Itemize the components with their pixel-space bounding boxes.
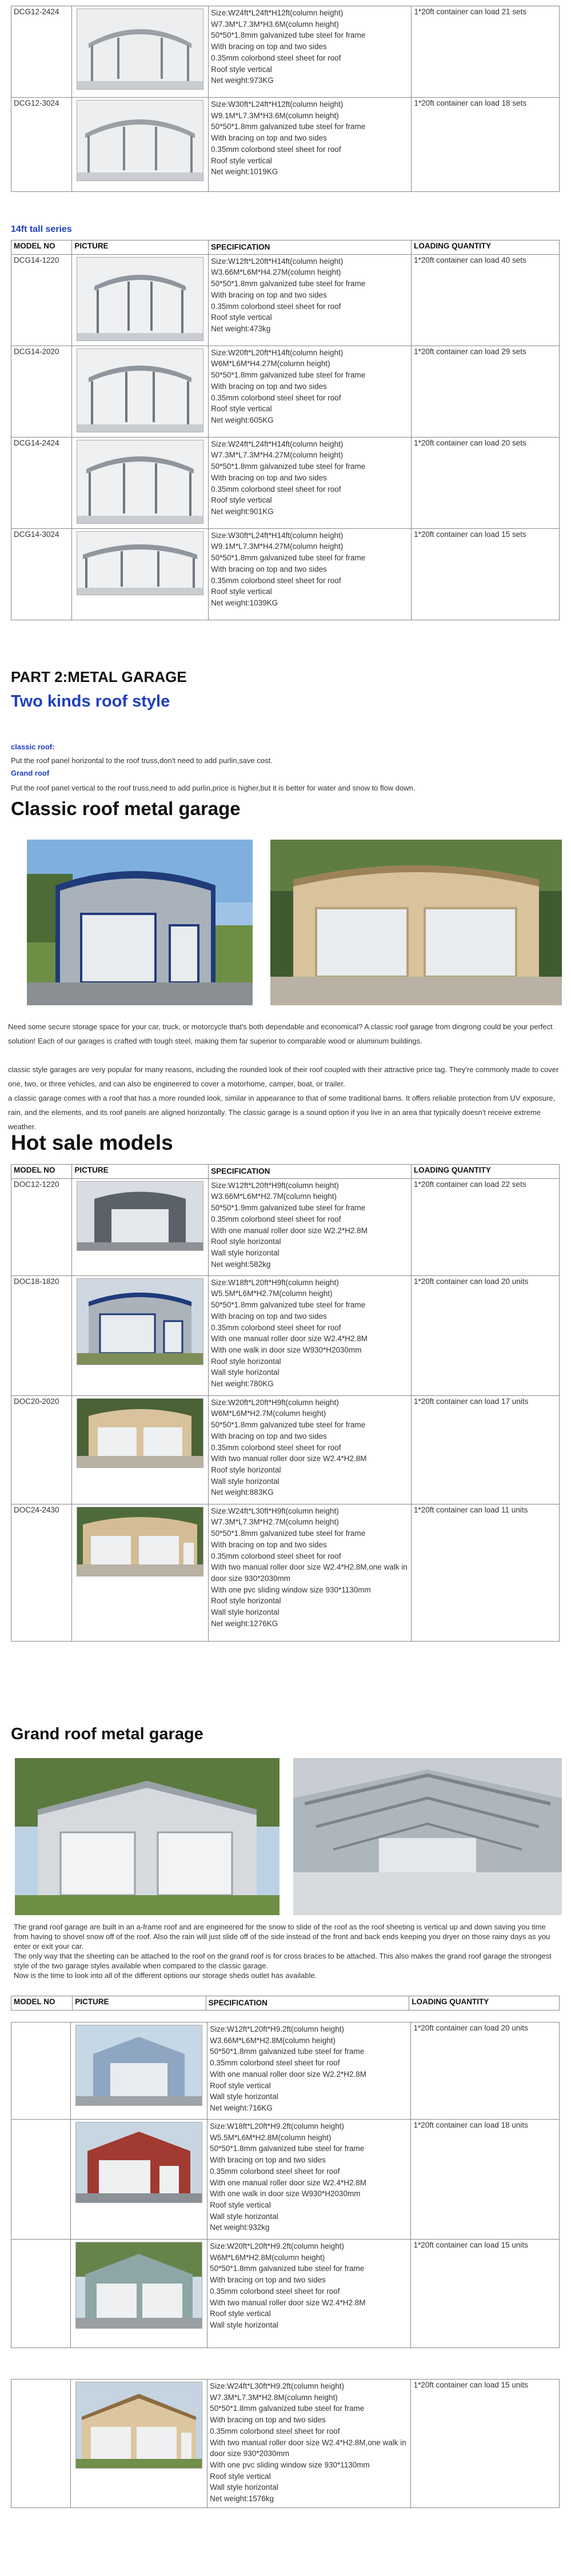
spec-line: 0.35mm colorbond steel sheet for roof (210, 2286, 340, 2296)
spec-line: W7.3M*L7.3M*H4.27M(column height) (211, 451, 344, 460)
spec-line: With bracing on top and two sides (211, 382, 327, 391)
specification-cell (207, 2023, 411, 2120)
column-header: PICTURE (73, 1996, 206, 2011)
table-row (11, 1504, 560, 1641)
spec-line: With bracing on top and two sides (211, 290, 327, 299)
specification-cell (209, 98, 412, 192)
garage-photo (75, 2025, 202, 2106)
garage-photo (77, 1507, 203, 1576)
spec-line: Net weight:780KG (211, 1379, 274, 1389)
spec-line: With bracing on top and two sides (211, 42, 327, 51)
spec-line: Roof style horizontal (211, 1596, 281, 1606)
spec-line: W5.5M*L6M*H2.8M(column height) (210, 2133, 332, 2142)
spec-line: Wall style horizontal (210, 2092, 278, 2101)
spec-line: With bracing on top and two sides (211, 1311, 327, 1321)
classic-paragraph-1: Need some secure storage space for your car, truck, or motorcycle that's both dependable and economical? A classic roof garage from dingrong could be your perfect solution! Each of our garages is crafted with tough steel, making them far superior to comparable wood or aluminum buildings. (8, 1022, 553, 1045)
spec-line: 0.35mm colorbond steel sheet for roof (211, 302, 341, 311)
spec-line: Wall style horizontal (211, 1608, 279, 1617)
spec-line: W5.5M*L6M*H2.7M(column height) (211, 1289, 333, 1298)
spec-line: Net weight:973KG (211, 76, 274, 85)
spec-line: Wall style horizontal (211, 1248, 279, 1257)
specification-cell (209, 1504, 412, 1641)
grand-section-title: Grand roof metal garage (11, 1725, 203, 1743)
table-row (11, 2120, 560, 2240)
loading-quantity: 1*20ft container can load 21 sets (412, 6, 560, 98)
spec-line: W3.66M*L6M*H2.7M(column height) (211, 1192, 337, 1201)
model-no: DOC20-2020 (11, 1395, 72, 1504)
classic-paragraph-3: a classic garage comes with a roof that has a more rounded look, similar in appearance to that of some traditional barns. It offers reliable protection from UV exposure, rain, and the elements, and its roof panels are aligned horizontally. The classic garage is a sound option if you live in an area that typically doesn't receive extreme weather. (8, 1094, 556, 1131)
spec-line: With one pvc sliding window size 930*1130mm (210, 2460, 370, 2469)
loading-quantity: 1*20ft container can load 15 units (411, 2380, 560, 2508)
spec-line: Roof style vertical (211, 65, 272, 74)
specification-cell (207, 2380, 411, 2508)
picture-cell (71, 2380, 207, 2508)
column-header: LOADING QUANTITY (411, 1165, 559, 1179)
loading-quantity: 1*20ft container can load 15 units (411, 2240, 560, 2348)
loading-quantity: 1*20ft container can load 18 units (411, 2120, 560, 2240)
spec-line: Net weight:932kg (210, 2223, 270, 2232)
spec-line: 0.35mm colorbond steel sheet for roof (211, 53, 341, 62)
loading-quantity: 1*20ft container can load 15 sets (412, 528, 560, 620)
spec-line: Wall style horizontal (210, 2320, 278, 2329)
model-no (11, 2023, 71, 2120)
spec-line: With one walk in door size W930*H2030mm (211, 1345, 362, 1354)
spec-line: Net weight:1019KG (211, 167, 278, 176)
spec-line: 0.35mm colorbond steel sheet for roof (211, 145, 341, 154)
spec-line: W6M*L6M*H2.8M(column height) (210, 2253, 325, 2262)
spec-line: Roof style vertical (211, 156, 272, 165)
spec-line: W6M*L6M*H2.7M(column height) (211, 1409, 326, 1418)
carport-photo (77, 348, 203, 432)
table-row (11, 1178, 560, 1275)
spec-line: 0.35mm colorbond steel sheet for roof (211, 1323, 341, 1332)
spec-line: 50*50*1.8mm galvanized tube steel for frame (211, 1421, 366, 1430)
column-header: MODEL NO (11, 240, 72, 255)
model-no: DCG12-2424 (11, 6, 72, 98)
model-no (11, 2380, 71, 2508)
spec-line: With two manual roller door size W2.4*H2.8M,one walk in door size 930*2030mm (210, 2438, 406, 2458)
picture-cell (71, 2023, 207, 2120)
part2-title: PART 2:METAL GARAGE (11, 668, 187, 685)
spec-line: Size:W24ft*L30ft*H9ft(column height) (211, 1506, 339, 1515)
model-no: DCG14-1220 (11, 254, 72, 346)
spec-line: Roof style horizontal (211, 1357, 281, 1366)
spec-line: Size:W20ft*L20ft*H9.2ft(column height) (210, 2242, 345, 2250)
spec-line: With two manual roller door size W2.4*H2.8M,one walk in door size 930*2030mm (211, 1563, 408, 1583)
grand-roof-text: Put the roof panel vertical to the roof truss,need to add purlin,price is higher,but it is better for water and snow to flow down. (11, 784, 416, 792)
spec-line: Size:W20ft*L20ft*H9ft(column height) (211, 1398, 339, 1407)
picture-cell (71, 2120, 207, 2240)
spec-line: Net weight:473kg (211, 324, 271, 333)
classic-roof-label: classic roof: (11, 743, 55, 751)
spec-line: Size:W24ft*L24ft*H12ft(column height) (211, 9, 344, 17)
spec-line: Size:W12ft*L20ft*H9ft(column height) (211, 1181, 339, 1190)
carport-photo (77, 100, 203, 181)
garage-photo (77, 1398, 203, 1468)
model-no: DOC18-1820 (11, 1275, 72, 1395)
picture-cell (72, 6, 209, 98)
spec-line: Net weight:1276KG (211, 1619, 278, 1628)
loading-quantity: 1*20ft container can load 18 sets (412, 98, 560, 192)
spec-line: Size:W18ft*L20ft*H9ft(column height) (211, 1278, 339, 1287)
spec-line: Net weight:901KG (211, 507, 274, 516)
spec-line: 0.35mm colorbond steel sheet for roof (210, 2426, 340, 2435)
grand-paragraph-2: The only way that the sheeting can be attached to the roof on the grand roof is for cross braces to be attached. This also makes the grand roof garage the strongest style of the two garage styles available when compared to the classic garage. (14, 1952, 552, 1970)
spec-line: 0.35mm colorbond steel sheet for roof (210, 2166, 340, 2176)
spec-line: Net weight:883KG (211, 1488, 274, 1497)
spec-line: Size:W30ft*L24ft*H12ft(column height) (211, 100, 344, 109)
spec-line: W7.3M*L7.3M*H3.6M(column height) (211, 19, 339, 29)
spec-line: Wall style horizontal (211, 1368, 279, 1377)
picture-cell (72, 1178, 209, 1275)
picture-cell (72, 346, 209, 437)
picture-cell (72, 98, 209, 192)
spec-line: With bracing on top and two sides (211, 1431, 327, 1441)
specification-cell (209, 1275, 412, 1395)
spec-line: Net weight:716KG (210, 2103, 273, 2112)
model-no: DCG14-2424 (11, 437, 72, 528)
part2-subtitle: Two kinds roof style (11, 692, 170, 711)
spec-line: 0.35mm colorbond steel sheet for roof (211, 1443, 341, 1452)
top-spec-table (11, 6, 560, 192)
spec-line: With two manual roller door size W2.4*H2.8M (211, 1454, 367, 1463)
spec-line: Size:W18ft*L20ft*H9.2ft(column height) (210, 2122, 345, 2130)
carport-photo (77, 9, 203, 90)
spec-line: W9.1M*L7.3M*H3.6M(column height) (211, 111, 339, 120)
spec-line: W7.3M*L7.3M*H2.8M(column height) (210, 2393, 338, 2402)
spec-line: Net weight:1576kg (210, 2494, 274, 2503)
picture-cell (72, 437, 209, 528)
spec-line: 50*50*1.8mm galvanized tube steel for frame (211, 553, 366, 563)
garage-photo (75, 2242, 202, 2329)
spec-line: Wall style horizontal (210, 2483, 278, 2492)
spec-line: Wall style horizontal (210, 2212, 278, 2221)
model-no: DCG14-3024 (11, 528, 72, 620)
spec-line: 50*50*1.8mm galvanized tube steel for frame (211, 1529, 366, 1538)
grand-spec-table (11, 2022, 560, 2348)
garage-photo (75, 2382, 202, 2469)
spec-line: With one manual roller door size W2.4*H2.8M (210, 2178, 367, 2187)
grand-spec-table-2 (11, 2379, 560, 2508)
spec-line: W9.1M*L7.3M*H4.27M(column height) (211, 542, 344, 551)
loading-quantity: 1*20ft container can load 17 units (411, 1395, 559, 1504)
spec-line: 50*50*1.9mm galvanized tube steel for frame (211, 1203, 366, 1213)
spec-line: With bracing on top and two sides (210, 2276, 326, 2285)
spec-line: 50*50*1.8mm galvanized tube steel for frame (210, 2144, 365, 2153)
spec-line: Roof style vertical (210, 2081, 271, 2090)
specification-cell (209, 6, 412, 98)
table-row (11, 2023, 560, 2120)
loading-quantity: 1*20ft container can load 20 units (411, 1275, 559, 1395)
table-row (11, 1275, 560, 1395)
picture-cell (72, 1395, 209, 1504)
loading-quantity: 1*20ft container can load 20 sets (412, 437, 560, 528)
model-no (11, 2240, 71, 2348)
loading-quantity: 1*20ft container can load 40 sets (412, 254, 560, 346)
picture-cell (72, 1275, 209, 1395)
spec-line: With bracing on top and two sides (211, 473, 327, 482)
table-row (11, 98, 560, 192)
spec-line: 50*50*1.8mm galvanized tube steel for frame (211, 1301, 366, 1310)
spec-line: Size:W24ft*L24ft*H14ft(column height) (211, 439, 344, 448)
garage-photo (77, 1278, 203, 1365)
model-no: DCG14-2020 (11, 346, 72, 437)
table-row (11, 2240, 560, 2348)
spec-line: Net weight:1039KG (211, 598, 278, 607)
spec-line: W3.66M*L6M*H2.8M(column height) (210, 2036, 336, 2045)
spec-line: Roof style horizontal (211, 1465, 281, 1474)
column-header: MODEL NO (11, 1996, 73, 2011)
column-header: PICTURE (72, 240, 209, 255)
specification-cell (209, 528, 412, 620)
spec-line: Roof style vertical (211, 496, 272, 505)
spec-line: With bracing on top and two sides (210, 2156, 326, 2165)
column-header: SPECIFICATION (206, 1996, 409, 2011)
specification-cell (209, 437, 412, 528)
classic-roof-text: Put the roof panel horizontal to the roof truss,don't need to add purlin,save cost. (11, 756, 273, 765)
spec-line: Wall style horizontal (211, 1476, 279, 1486)
loading-quantity: 1*20ft container can load 29 sets (412, 346, 560, 437)
section-title-tall-series: 14ft tall series (11, 224, 72, 234)
spec-line: W3.66M*L6M*H4.27M(column height) (211, 268, 341, 277)
grand-garage-photo-1 (15, 1758, 279, 1915)
garage-photo (75, 2122, 202, 2203)
spec-line: With bracing on top and two sides (211, 564, 327, 573)
spec-line: 50*50*1.8mm galvanized tube steel for frame (211, 462, 366, 471)
spec-line: With one pvc sliding window size 930*1130mm (211, 1585, 371, 1594)
spec-line: Size:W30ft*L24ft*H14ft(column height) (211, 531, 344, 540)
table-header-row (11, 240, 560, 255)
model-no: DCG12-3024 (11, 98, 72, 192)
grand-paragraph-3: Now is the time to look into all of the different options our storage sheds outlet has available. (14, 1971, 317, 1980)
spec-line: 50*50*1.8mm galvanized tube steel for frame (211, 122, 366, 131)
spec-line: Size:W20ft*L20ft*H14ft(column height) (211, 348, 344, 357)
specification-cell (209, 1395, 412, 1504)
spec-line: With one manual roller door size W2.2*H2.8M (210, 2069, 367, 2079)
column-header: LOADING QUANTITY (412, 240, 560, 255)
classic-paragraph-2: classic style garages are very popular for many reasons, including the rounded look of their roof coupled with their attractive price tag. They're commonly made to cover one, two, or three vehicles, and can also be engineered to cover a motorhome, camper, boat, or trailer. (8, 1065, 559, 1088)
column-header: SPECIFICATION (209, 1165, 412, 1179)
spec-line: Roof style vertical (210, 2471, 271, 2481)
table-row (11, 6, 560, 98)
table-row (11, 2380, 560, 2508)
specification-cell (209, 346, 412, 437)
spec-line: 50*50*1.8mm galvanized tube steel for frame (210, 2264, 365, 2273)
spec-line: 0.35mm colorbond steel sheet for roof (211, 1551, 341, 1560)
model-no (11, 2120, 71, 2240)
model-no: DOC12-1220 (11, 1178, 72, 1275)
spec-line: With bracing on top and two sides (211, 1540, 327, 1549)
column-header: LOADING QUANTITY (409, 1996, 560, 2011)
table-row (11, 254, 560, 346)
spec-line: With two manual roller door size W2.4*H2.8M (210, 2298, 366, 2307)
specification-cell (207, 2120, 411, 2240)
spec-line: Size:W12ft*L20ft*H9.2ft(column height) (210, 2025, 345, 2033)
spec-line: 0.35mm colorbond steel sheet for roof (211, 393, 341, 402)
spec-line: Roof style horizontal (211, 1237, 281, 1246)
spec-line: With one walk in door size W930*H2030mm (210, 2189, 361, 2198)
spec-line: Roof style vertical (211, 587, 272, 596)
hot-sale-title: Hot sale models (11, 1131, 173, 1154)
spec-line: Roof style vertical (210, 2200, 271, 2209)
spec-line: 0.35mm colorbond steel sheet for roof (210, 2059, 340, 2068)
spec-line: W6M*L6M*H4.27M(column height) (211, 359, 330, 368)
table-row (11, 1395, 560, 1504)
garage-photo (77, 1181, 203, 1251)
column-header: PICTURE (72, 1165, 209, 1179)
spec-line: 50*50*1.8mm galvanized tube steel for frame (210, 2404, 365, 2413)
loading-quantity: 1*20ft container can load 22 sets (411, 1178, 559, 1275)
hot-sale-table (11, 1164, 560, 1642)
picture-cell (72, 1504, 209, 1641)
spec-line: With bracing on top and two sides (210, 2415, 326, 2425)
table-header-row (11, 1165, 560, 1179)
carport-photo (77, 531, 203, 595)
spec-line: With one manual roller door size W2.2*H2.8M (211, 1226, 368, 1235)
loading-quantity: 1*20ft container can load 11 units (411, 1504, 559, 1641)
table-row (11, 528, 560, 620)
model-no: DOC24-2430 (11, 1504, 72, 1641)
classic-garage-photo-2 (270, 840, 562, 1005)
spec-line: Size:W12ft*L20ft*H14ft(column height) (211, 256, 344, 266)
spec-line: 50*50*1.8mm galvanized tube steel for frame (210, 2047, 365, 2056)
grand-roof-label: Grand roof (11, 769, 50, 777)
picture-cell (72, 528, 209, 620)
spec-line: Roof style vertical (210, 2309, 271, 2318)
grand-garage-photo-2 (293, 1758, 562, 1915)
specification-cell (207, 2240, 411, 2348)
column-header: SPECIFICATION (209, 240, 412, 255)
tall-series-table (11, 240, 560, 620)
table-header-row (11, 1996, 560, 2011)
grand-paragraph-1: The grand roof garage are built in an a-frame roof and are engineered for the snow to slide of the roof as the roof sheeting is vertical up and down saving you time from having to shovel snow off of the roof. Also the rain will just slide off of the side instead of the front and back ends keeping you dryer on those rainy days as you enter or exit your car. (14, 1923, 550, 1951)
specification-cell (209, 1178, 412, 1275)
spec-line: With one manual roller door size W2.4*H2.8M (211, 1334, 368, 1343)
spec-line: W7.3M*L7.3M*H2.7M(column height) (211, 1518, 339, 1527)
spec-line: Net weight:605KG (211, 415, 274, 424)
loading-quantity: 1*20ft container can load 20 units (411, 2023, 560, 2120)
spec-line: 0.35mm colorbond steel sheet for roof (211, 576, 341, 585)
picture-cell (71, 2240, 207, 2348)
grand-header-table (11, 1996, 560, 2011)
spec-line: 0.35mm colorbond steel sheet for roof (211, 484, 341, 493)
spec-line: 50*50*1.8mm galvanized tube steel for frame (211, 279, 366, 288)
spec-line: With bracing on top and two sides (211, 134, 327, 143)
spec-line: 50*50*1.8mm galvanized tube steel for frame (211, 31, 366, 40)
spec-line: Size:W24ft*L30ft*H9.2ft(column height) (210, 2382, 345, 2390)
table-row (11, 346, 560, 437)
spec-line: Net weight:582kg (211, 1259, 271, 1269)
table-row (11, 437, 560, 528)
carport-photo (77, 257, 203, 341)
spec-line: 0.35mm colorbond steel sheet for roof (211, 1214, 341, 1223)
spec-line: Roof style vertical (211, 404, 272, 414)
spec-line: Roof style vertical (211, 313, 272, 322)
picture-cell (72, 254, 209, 346)
spec-line: 50*50*1.8mm galvanized tube steel for frame (211, 371, 366, 380)
classic-section-title: Classic roof metal garage (11, 798, 241, 819)
specification-cell (209, 254, 412, 346)
carport-photo (77, 440, 203, 524)
column-header: MODEL NO (11, 1165, 72, 1179)
classic-garage-photo-1 (27, 840, 253, 1005)
